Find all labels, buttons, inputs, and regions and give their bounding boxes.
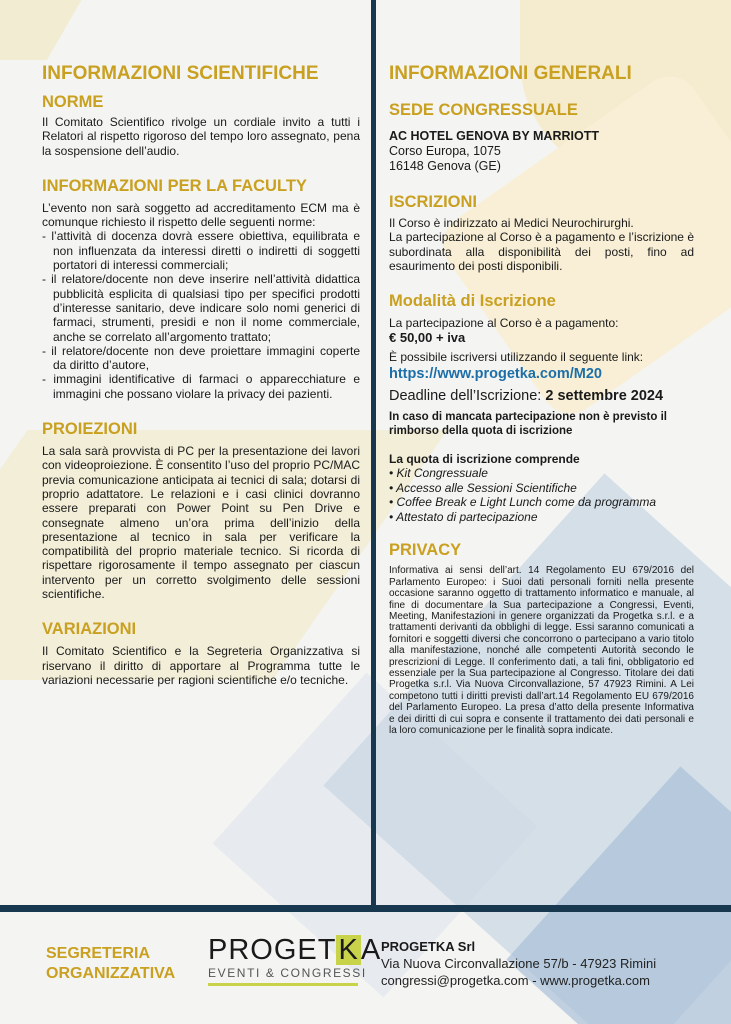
variazioni-text: Il Comitato Scientifico e la Segreteria Organizzativa si riservano il diritto di apportare al Programma tutte le variazioni necessarie per ragioni scientifiche e/o tecniche. — [42, 644, 360, 687]
footer-divider — [0, 905, 731, 912]
modalita-text: La partecipazione al Corso è a pagamento: — [389, 316, 619, 331]
left-column — [42, 62, 360, 687]
list-item: - immagini identificative di farmaci o apparecchiature e immagini che possano violare la privacy dei pazienti. — [42, 372, 360, 401]
column-divider — [371, 0, 376, 908]
price: € 50,00 + iva — [389, 330, 466, 346]
venue-city: 16148 Genova (GE) — [389, 159, 501, 173]
modalita-heading: Modalità di Iscrizione — [389, 292, 556, 311]
list-item: • Attestato di partecipazione — [389, 509, 538, 524]
company-contacts: congressi@progetka.com - www.progetka.com — [381, 973, 650, 988]
deadline — [389, 387, 694, 405]
faculty-list — [42, 229, 360, 401]
list-item: - il relatore/docente non deve inserire nell’attività didattica pubblicità esplicita di qualsiasi tipo per specifici prodotti d’interesse sanitario, deve indicare solo nomi generici di farmaci, strumenti, presidi e non il nome commerciale, anche se correlato all’argomento trattato; — [42, 272, 360, 344]
proiezioni-text: La sala sarà provvista di PC per la presentazione dei lavori con videoproiezione. È consentito l’uso del proprio PC/MAC previa comunicazione anticipata ai tecnici di sala; dotarsi di proprio adattatore. Le relazioni e i casi clinici dovranno essere preparati con Power Point su Pen Drive e consegnate almeno un’ora prima dell’inizio della presentazione al tecnico in sala per verificare la compatibilità del proprio materiale tecnico. Si ricorda di rispettare rigorosamente il tempo assegnato per ciascun intervento per un corretto svolgimento delle sessioni scientifiche. — [42, 444, 360, 602]
logo-subtitle: EVENTI & CONGRESSI — [208, 966, 367, 980]
faculty-intro: L’evento non sarà soggetto ad accreditamento ECM ma è comunque richiesto il rispetto delle seguenti norme: — [42, 200, 360, 230]
iscrizioni-text: La partecipazione al Corso è a pagamento e l’iscrizione è subordinata alla disponibilità dei posti, fino ad esaurimento dei posti disponibili. — [389, 230, 694, 273]
quota-list — [389, 466, 694, 524]
list-item: - il relatore/docente non deve proiettare immagini coperte da diritto d’autore, — [42, 343, 360, 373]
registration-link[interactable]: https://www.progetka.com/M20 — [389, 365, 602, 382]
list-item: - l’attività di docenza dovrà essere obiettiva, equilibrata e non influenzata da interessi diretti o indiretti di soggetti portatori di interessi commerciali; — [42, 229, 360, 273]
logo-text: A — [360, 934, 382, 966]
segreteria-line: ORGANIZZATIVA — [46, 965, 176, 982]
company-name: PROGETKA Srl — [381, 939, 476, 954]
progetka-logo — [208, 934, 382, 986]
venue-address — [389, 129, 694, 174]
logo-underline — [208, 983, 358, 986]
norme-text: Il Comitato Scientifico rivolge un cordiale invito a tutti i Relatori al rispetto rigoroso del tempo loro assegnato, pena la sospensione dell’audio. — [42, 115, 360, 158]
bg-shape — [0, 0, 93, 60]
sede-heading: SEDE CONGRESSUALE — [389, 101, 578, 119]
quota-title: La quota di iscrizione comprende — [389, 451, 580, 466]
faculty-heading: INFORMAZIONI PER LA FACULTY — [42, 176, 307, 195]
norme-heading: NORME — [42, 93, 104, 111]
list-item: • Kit Congressuale — [389, 466, 488, 481]
section-title: INFORMAZIONI GENERALI — [389, 63, 632, 84]
logo-text: PROGET — [208, 934, 337, 966]
list-item: • Accesso alle Sessioni Scientifiche — [389, 480, 577, 495]
refund-note: In caso di mancata partecipazione non è previsto il rimborso della quota di iscrizione — [389, 410, 667, 437]
segreteria-label — [46, 944, 175, 984]
privacy-text: Informativa ai sensi dell’art. 14 Regolamento EU 679/2016 del Parlamento Europeo: i Suoi dati personali forniti nella presente occasione saranno oggetto di trattamento informatico e manuale, al fine di documentare la Sua partecipazione a Congressi, Eventi, Meeting, Manifestazioni in genere organizzati da Progetka s.r.l. e a trattamenti derivanti da obblighi di legge. Essi saranno comunicati a fornitori e soggetti diversi che concorrono o partecipano a vario titolo alla manifestazione, nonché alle competenti Autorità secondo le prescrizioni di Legge. Il conferimento dati, a tali fini, obbligatorio ed essenziale per la Sua partecipazione al Congresso. Titolare dei dati Progetka s.r.l. Via Nuova Circonvallazione, 57 47923 Rimini. A Lei competono tutti i diritti previsti dall’art.14 Regolamento EU 679/2016 del Parlamento Europeo. La presa d’atto della presente Informativa e dei diritti di cui sopra e consente il trattamento dei dati personali e la loro comunicazione per le finalità sopra indicate. — [389, 565, 694, 736]
iscrizioni-text: Il Corso è indirizzato ai Medici Neurochirurghi. — [389, 216, 634, 230]
deadline-value: 2 settembre 2024 — [545, 387, 664, 404]
venue-name: AC HOTEL GENOVA BY MARRIOTT — [389, 129, 599, 143]
logo-wordmark — [208, 934, 382, 966]
list-item: • Coffee Break e Light Lunch come da programma — [389, 495, 657, 510]
proiezioni-heading: PROIEZIONI — [42, 420, 138, 439]
variazioni-heading: VARIAZIONI — [42, 620, 137, 639]
iscrizioni-heading: ISCRIZIONI — [389, 193, 478, 211]
right-column — [389, 62, 694, 736]
deadline-label: Deadline dell’Iscrizione: — [389, 387, 542, 404]
logo-k: K — [338, 934, 359, 966]
company-info — [381, 938, 656, 989]
link-intro: È possibile iscriversi utilizzando il seguente link: — [389, 350, 644, 365]
company-address: Via Nuova Circonvallazione 57/b - 47923 Rimini — [381, 956, 657, 971]
venue-street: Corso Europa, 1075 — [389, 144, 501, 158]
section-title: INFORMAZIONI SCIENTIFICHE — [42, 63, 319, 84]
segreteria-line: SEGRETERIA — [46, 945, 151, 962]
privacy-heading: PRIVACY — [389, 541, 462, 560]
